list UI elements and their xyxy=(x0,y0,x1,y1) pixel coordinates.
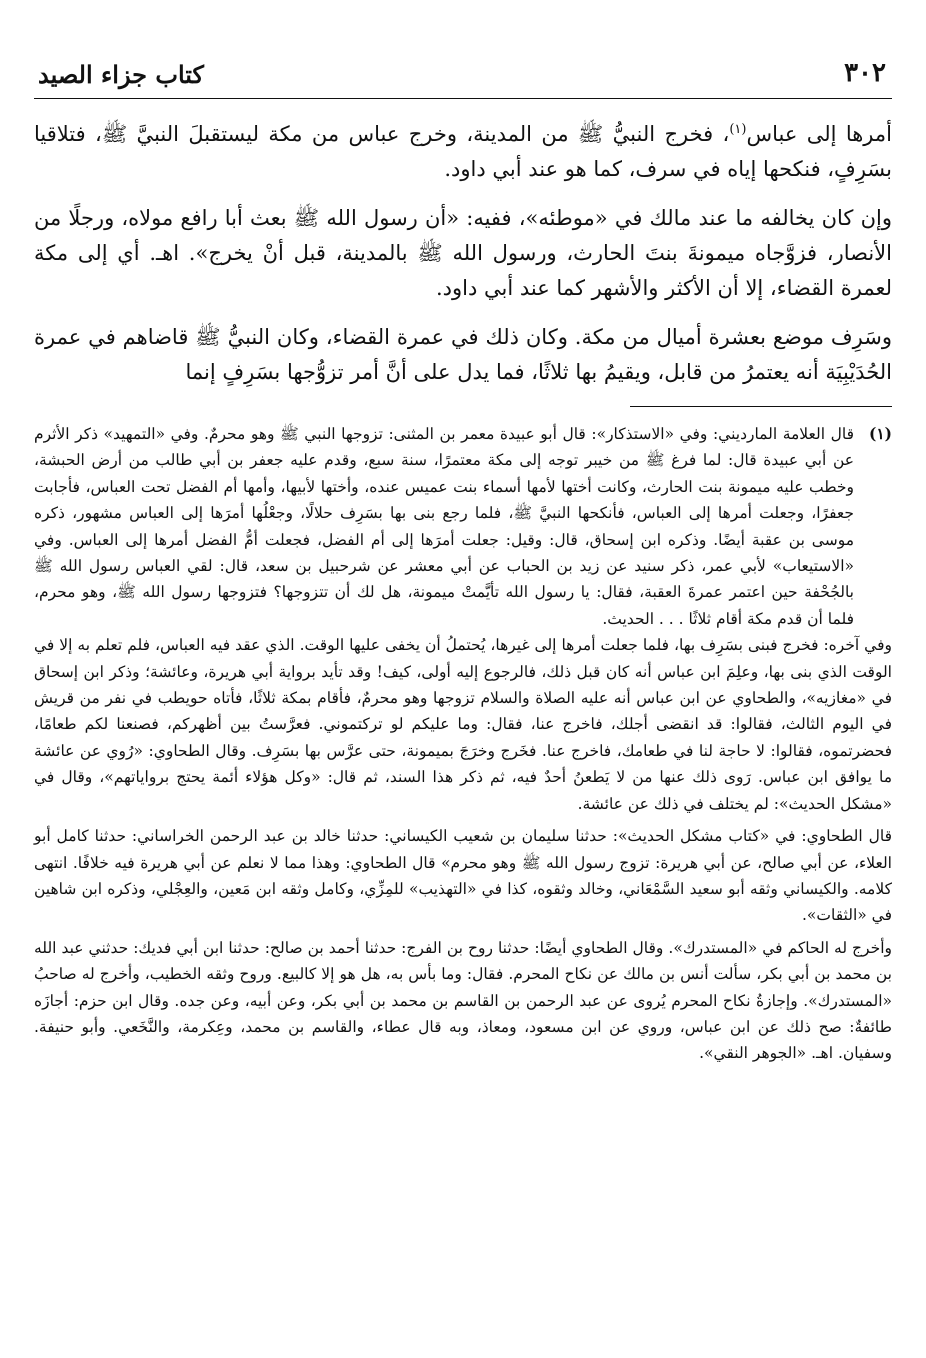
main-paragraph-1-end: ، فخرج النبيُّ ﷺ من المدينة، وخرج عباس من مكة ليستقبلَ النبيَّ ﷺ، فتلاقيا بسَرِفٍ، فنكحها إياه في سرف، كما هو عند أبي داود. xyxy=(34,122,892,181)
footnote-1-paragraph-2: وفي آخره: فخرج فبنى بسَرِف بها، فلما جعلت أمرها إلى غيرها، يُحتملُ أن يخفى عليها الوقت. الذي عقد فيه العباس، فلم تعلم به إلا في الوقت الذي بنى بها، وعلِمَ ابن عباس أنه كان قبل ذلك، فالرجوع إليه أولى، كيف! وقد تأيد برواية أبي هريرة، وعائشة؛ وذكر ابن إسحاق في «مغازيه»، والطحاوي عن ابن عباس أنه عليه الصلاة والسلام تزوجها وهو محرمٌ، فأقام بمكة ثلاثًا، فأتاه حويطب في نفر من قريش في اليوم الثالث، فقالوا: قد انقضى أجلك، فاخرج عنا، فقال: وما عليكم لو تركتموني. فعرَّستُ بين أظهركم، فصنعنا لكم طعامًا، فحضرتموه، فقالوا: لا حاجة لنا في طعامك، فاخرج عنا. فخَرج وخرَجَ بميمونة، حتى عرَّس بها بسَرِف. وقال الطحاوي: «رُوي عن عائشة ما يوافق ابن عباس. رَوى ذلك عنها من لا يَطعنُ أحدٌ فيه، ثم ذكر هذا السند، ثم قال: «وكل هؤلاء أئمة يحتج برواياتهم»، وقال في «مشكل الحديث»: لم يختلف في ذلك عن عائشة. xyxy=(34,636,892,813)
main-paragraph-1 xyxy=(34,117,892,187)
main-paragraph-1-start: أمرها إلى عباس xyxy=(746,122,892,146)
running-title: كتاب جزاء الصيد xyxy=(38,60,204,89)
footnote-1 xyxy=(34,421,892,632)
page-number: ٣٠٢ xyxy=(844,58,886,88)
footnote-1-paragraph-4: وأخرج له الحاكم في «المستدرك». وقال الطحاوي أيضًا: حدثنا روح بن الفرج: حدثنا أحمد بن صالح: حدثنا ابن أبي فديك: حدثني عبد الله بن محمد بن أبي بكر، سألت أنس بن مالك عن نكاح المحرم. فقال: وما بأس به، هل هو إلا كالبيع. وروح وثقه الخطيب، وأخرج له صاحبُ «المستدرك». وإجازةُ نكاح المحرم يُروى عن عبد الرحمن بن القاسم بن محمد بن أبي بكر، وعن أبيه، وعن جده. وقال ابن حزم: أجازَه طائفةٌ: صح ذلك عن ابن عباس، وروي عن ابن مسعود، ومعاذ، وبه قال عطاء، والقاسم بن محمد، وعِكرمة، والنَّخَعي. وأبو حنيفة. وسفيان. اهـ. «الجوهر النقي». xyxy=(34,938,892,1063)
footnotes xyxy=(34,421,892,1067)
main-text xyxy=(34,117,892,390)
footnote-separator xyxy=(630,406,892,407)
book-page xyxy=(34,52,892,1073)
footnote-1-paragraph-3: قال الطحاوي: في «كتاب مشكل الحديث»: حدثنا سليمان بن شعيب الكيساني: حدثنا خالد بن عبد الرحمن الخراساني: حدثنا كامل أبو العلاء، عن أبي صالح، عن أبي هريرة: تزوج رسول الله ﷺ وهو محرم» قال الطحاوي: وهذا مما لا نعلم عن أبي هريرة فيه خلافًا. انتهى كلامه. والكيساني وثقه أبو سعيد السَّمْعَاني، وخالد وثقوه، كذا في «التهذيب» للمِزِّي، وكامل وثقه ابن مَعين، والعِجْلي، وذكره ابن شاهين في «الثقات». xyxy=(34,827,892,925)
page-header xyxy=(34,52,892,99)
footnote-reference: (١) xyxy=(729,122,747,137)
main-paragraph-3: وسَرِف موضع بعشرة أميال من مكة. وكان ذلك في عمرة القضاء، وكان النبيُّ ﷺ قاضاهم في عمرة الحُدَيْبِيَة أنه يعتمرُ من قابل، ويقيمُ بها ثلاثًا، فما يدل على أنَّ أمر تزوُّجها بسَرِفٍ إنما xyxy=(34,325,892,384)
footnote-1-paragraph-1: قال العلامة المارديني: وفي «الاستذكار»: قال أبو عبيدة معمر بن المثنى: تزوجها النبي ﷺ وهو محرمٌ. وفي «التمهيد» ذكر الأثرم عن أبي عبيدة قال: لما فرغ ﷺ من خيبر توجه إلى مكة معتمرًا، سنة سبع، وقدم عليه جعفر بن أبي طالب من أرض الحبشة، وخطب عليه ميمونة بنت الحارث، وكانت أختها لأمها أسماء بنت عميس عنده، وأختها لأبيها، وأمها أم الفضل تحت العباس، فأجابت جعفرًا، وجعلت أمرها إلى العباس، فأنكحها النبيَّ ﷺ، فلما رجع بنى بها بسَرِف حلالًا، وجعْلُها أمرَها إلى العباس مشهور، ذكره موسى بن عقبة أيضًا. وذكره ابن إسحاق، قال: وقيل: جعلت أمرَها إلى أم الفضل، فجعلت أمُّ الفضل أمرها إلى العباس. وفي «الاستيعاب» لأبي عمر، ذكر سنيد عن زيد بن الحباب عن أبي معشر عن شرحبيل بن سعد، قال: لقي العباس رسول الله ﷺ بالجُحْفة حين اعتمر عمرةَ العقبة، فقال: يا رسول الله تأيَّمتْ ميمونة، هل لك أن تتزوجها؟ فتزوجها رسول الله ﷺ، وهو محرم، فلما أن قدم مكة أقام ثلاثًا . . . الحديث. xyxy=(34,425,854,628)
main-paragraph-2: وإن كان يخالفه ما عند مالك في «موطئه»، ففيه: «أن رسول الله ﷺ بعث أبا رافع مولاه، ورجلًا من الأنصار، فزوَّجاه ميمونةَ بنتَ الحارث، ورسول الله ﷺ بالمدينة، قبل أنْ يخرج». اهـ. أي إلى مكة لعمرة القضاء، إلا أن الأكثر والأشهر كما عند أبي داود. xyxy=(34,206,892,300)
footnote-marker: (١) xyxy=(868,424,892,443)
